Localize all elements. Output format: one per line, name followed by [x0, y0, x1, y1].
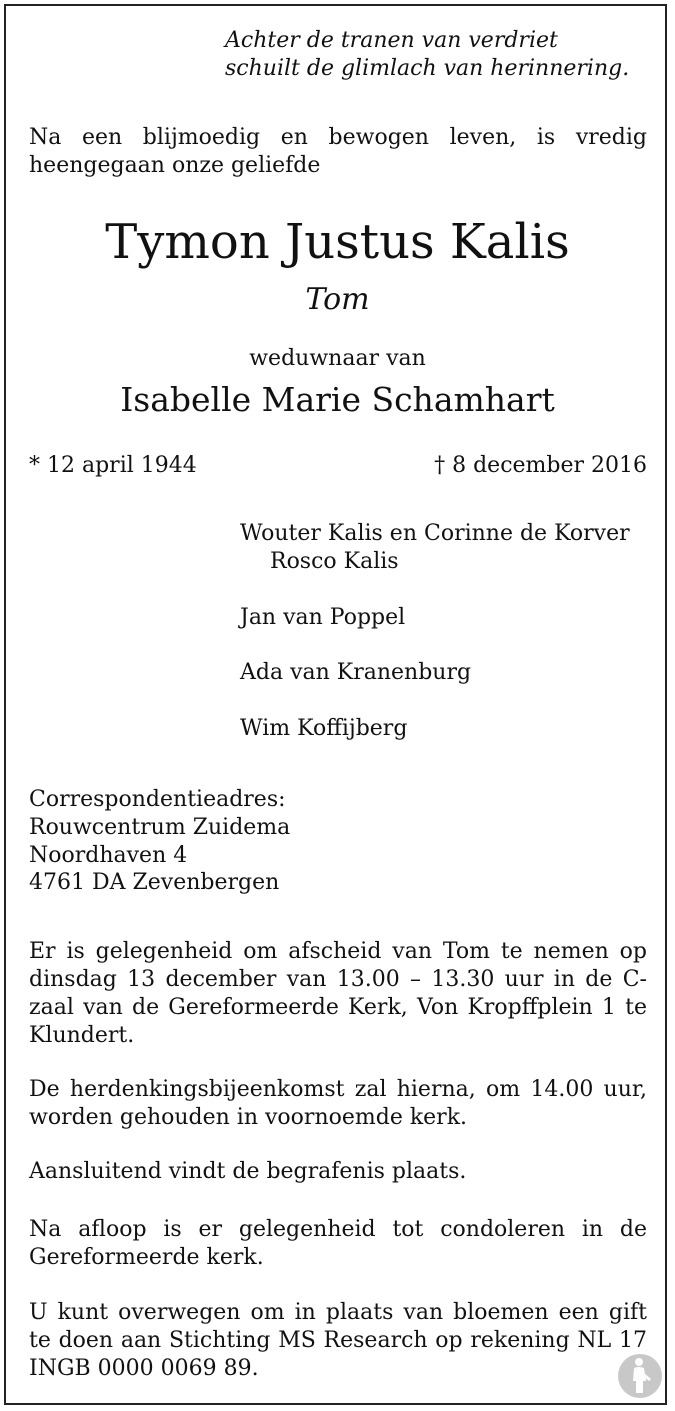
spouse-name: Isabelle Marie Schamhart [120, 380, 555, 419]
address-line-3: 4761 DA Zevenbergen [29, 870, 280, 895]
deceased-nickname: Tom [305, 282, 370, 317]
address-label: Correspondentieadres: [29, 787, 286, 812]
family-line-5: Wim Koffijberg [240, 716, 408, 741]
family-line-4: Ada van Kranenburg [240, 660, 472, 685]
details-paragraph-5: U kunt overwegen om in plaats van bloemen een gift te doen aan Stichting MS Research op rekening NL 17 INGB 0000 0069 89. [29, 1300, 647, 1381]
details-paragraph-2: De herdenkingsbijeenkomst zal hierna, om 14.00 uur, worden gehouden in voornoemde kerk. [29, 1077, 647, 1130]
death-date: † 8 december 2016 [434, 453, 647, 478]
deceased-name: Tymon Justus Kalis [105, 214, 570, 270]
publisher-logo-icon [617, 1353, 663, 1399]
family-line-2: Rosco Kalis [270, 549, 399, 574]
details-paragraph-3: Aansluitend vindt de begrafenis plaats. [29, 1159, 467, 1184]
details-paragraph-4: Na afloop is er gelegenheid tot condoleren in de Gereformeerde kerk. [29, 1217, 647, 1270]
address-line-2: Noordhaven 4 [29, 843, 188, 868]
birth-date: * 12 april 1944 [29, 453, 197, 478]
family-line-1: Wouter Kalis en Corinne de Korver [240, 521, 630, 546]
relation-text: weduwnaar van [249, 346, 426, 371]
address-line-1: Rouwcentrum Zuidema [29, 815, 291, 840]
family-line-3: Jan van Poppel [240, 605, 406, 630]
details-paragraph-1: Er is gelegenheid om afscheid van Tom te nemen op dinsdag 13 december van 13.00 – 13.30 uur in de C-zaal van de Gereformeerde Kerk, Von Kropffplein 1 te Klundert. [29, 939, 647, 1048]
intro-text: Na een blijmoedig en bewogen leven, is vredig heengegaan onze geliefde [29, 125, 647, 178]
motto-line-1: Achter de tranen van verdriet [225, 28, 558, 53]
motto-line-2: schuilt de glimlach van herinnering. [225, 56, 630, 81]
